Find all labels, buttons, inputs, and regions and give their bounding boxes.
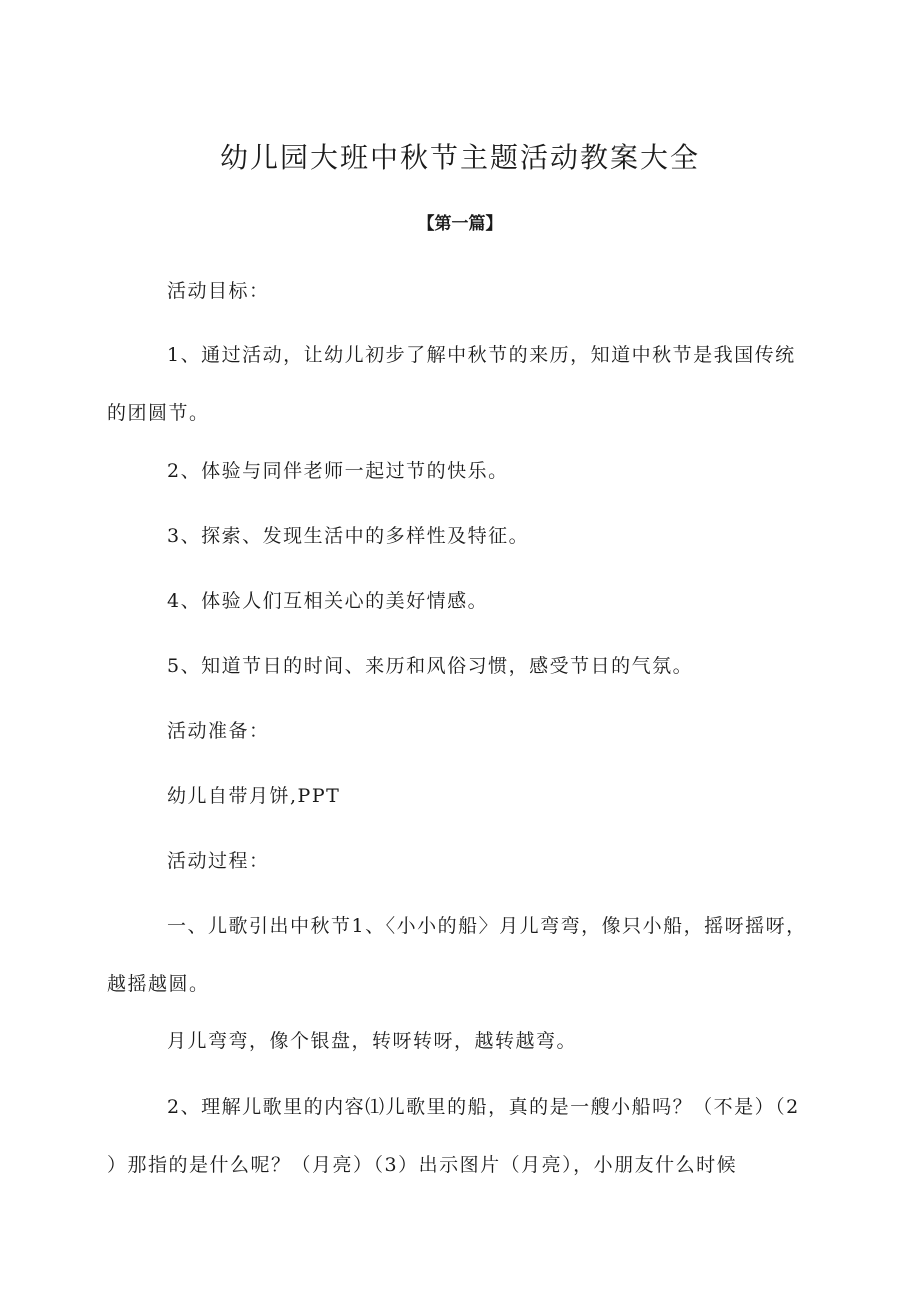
text-line: 月儿弯弯，像个银盘，转呀转呀，越转越弯。 bbox=[167, 1030, 578, 1052]
paragraph-process-song bbox=[137, 1012, 797, 1070]
paragraph-goals-heading bbox=[137, 262, 797, 320]
text-line: 越摇越圆。 bbox=[107, 973, 210, 995]
text-line: 活动准备： bbox=[167, 720, 270, 742]
paragraph-process-1 bbox=[107, 897, 807, 1013]
paragraph-goal-1 bbox=[107, 326, 797, 442]
text-line: 4、体验人们互相关心的美好情感。 bbox=[167, 590, 489, 612]
text-line: 活动过程： bbox=[167, 850, 270, 872]
section-heading: 【第一篇】 bbox=[417, 214, 503, 234]
text-line: 的团圆节。 bbox=[107, 402, 210, 424]
paragraph-process-2 bbox=[107, 1078, 800, 1194]
paragraph-goal-2 bbox=[137, 442, 797, 500]
text-line: ）那指的是什么呢？（月亮）（3）出示图片（月亮），小朋友什么时候 bbox=[107, 1154, 738, 1176]
document-title: 幼儿园大班中秋节主题活动教案大全 bbox=[219, 141, 700, 174]
text-line: 1、通过活动，让幼儿初步了解中秋节的来历，知道中秋节是我国传统 bbox=[167, 344, 796, 366]
text-line: 2、体验与同伴老师一起过节的快乐。 bbox=[167, 460, 509, 482]
paragraph-preparation bbox=[137, 767, 797, 825]
paragraph-process-heading bbox=[137, 832, 797, 890]
text-line: 3、探索、发现生活中的多样性及特征。 bbox=[167, 525, 530, 547]
text-line: 2、理解儿歌里的内容⑴儿歌里的船，真的是一艘小船吗？（不是）（2 bbox=[167, 1096, 800, 1118]
paragraph-goal-5 bbox=[137, 637, 797, 695]
text-line: 5、知道节日的时间、来历和风俗习惯，感受节日的气氛。 bbox=[167, 655, 694, 677]
text-line: 一、儿歌引出中秋节1、〈小小的船〉月儿弯弯，像只小船，摇呀摇呀， bbox=[167, 915, 807, 937]
paragraph-preparation-heading bbox=[137, 702, 797, 760]
text-line: 活动目标： bbox=[167, 280, 270, 302]
paragraph-goal-3 bbox=[137, 507, 797, 565]
text-line: 幼儿自带月饼,PPT bbox=[167, 785, 341, 807]
paragraph-goal-4 bbox=[137, 572, 797, 630]
